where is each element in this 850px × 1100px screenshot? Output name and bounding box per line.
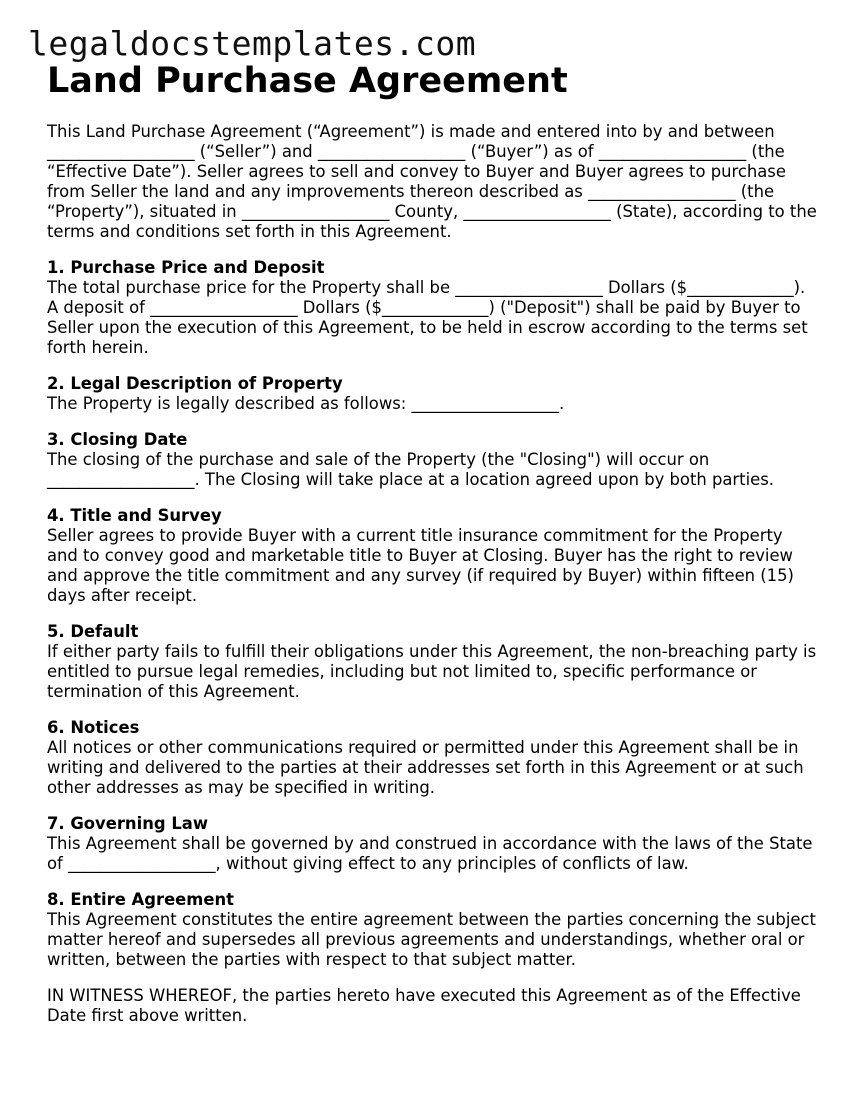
section-default xyxy=(47,622,817,702)
section-closing-date xyxy=(47,430,817,490)
section-heading: 4. Title and Survey xyxy=(47,506,222,525)
section-body: This Agreement shall be governed by and construed in accordance with the laws of the State of __________________, without giving effect to any principles of conflicts of law. xyxy=(47,834,813,873)
document-body xyxy=(47,122,817,1042)
section-body: If either party fails to fulfill their obligations under this Agreement, the non-breaching party is entitled to pursue legal remedies, including but not limited to, specific performance or termination of this Agreement. xyxy=(47,642,817,701)
section-heading: 2. Legal Description of Property xyxy=(47,374,343,393)
closing-paragraph: IN WITNESS WHEREOF, the parties hereto have executed this Agreement as of the Effective Date first above written. xyxy=(47,986,801,1025)
watermark: legaldocstemplates.com xyxy=(28,24,477,63)
section-legal-description xyxy=(47,374,817,414)
section-heading: 5. Default xyxy=(47,622,139,641)
section-heading: 6. Notices xyxy=(47,718,140,737)
section-governing-law xyxy=(47,814,817,874)
section-entire-agreement xyxy=(47,890,817,970)
section-body: Seller agrees to provide Buyer with a current title insurance commitment for the Property and to convey good and marketable title to Buyer at Closing. Buyer has the right to review and approve the title commitment and any survey (if required by Buyer) within fifteen (15) days after receipt. xyxy=(47,526,794,605)
section-heading: 3. Closing Date xyxy=(47,430,188,449)
section-body: This Agreement constitutes the entire agreement between the parties concerning the subject matter hereof and supersedes all previous agreements and understandings, whether oral or written, between the parties with respect to that subject matter. xyxy=(47,910,816,969)
section-body: The Property is legally described as follows: __________________. xyxy=(47,394,565,413)
section-heading: 1. Purchase Price and Deposit xyxy=(47,258,325,277)
intro-paragraph: This Land Purchase Agreement (“Agreement”) is made and entered into by and between __________________ (“Seller”) and __________________ (“Buyer”) as of __________________ (the “Effective Date”). Seller agrees to sell and convey to Buyer and Buyer agrees to purchase from Seller the land and any improvements thereon described as __________________ (the “Property”), situated in __________________ County, __________________ (State), according to the terms and conditions set forth in this Agreement. xyxy=(47,122,817,241)
document-title: Land Purchase Agreement xyxy=(47,61,568,101)
section-body: The closing of the purchase and sale of the Property (the "Closing") will occur on __________________. The Closing will take place at a location agreed upon by both parties. xyxy=(47,450,774,489)
section-body: The total purchase price for the Property shall be __________________ Dollars ($_____________). A deposit of __________________ Dollars ($_____________) ("Deposit") shall be paid by Buyer to Seller upon the execution of this Agreement, to be held in escrow according to the terms set forth herein. xyxy=(47,278,808,357)
section-body: All notices or other communications required or permitted under this Agreement shall be in writing and delivered to the parties at their addresses set forth in this Agreement or at such other addresses as may be specified in writing. xyxy=(47,738,804,797)
section-heading: 7. Governing Law xyxy=(47,814,208,833)
section-title-survey xyxy=(47,506,817,606)
section-purchase-price xyxy=(47,258,817,358)
section-heading: 8. Entire Agreement xyxy=(47,890,234,909)
section-notices xyxy=(47,718,817,798)
